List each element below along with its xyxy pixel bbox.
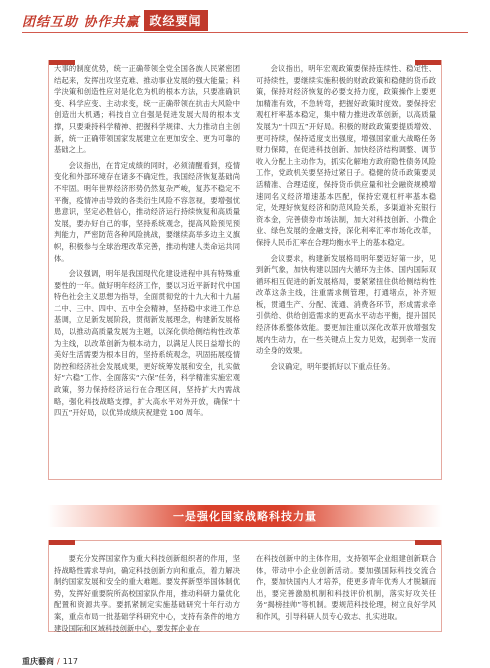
article-column-right xyxy=(256,63,436,376)
paragraph: 会议指出，在肯定成绩的同时，必须清醒看到，疫情变化和外部环境存在诸多不确定性，我国经济恢复基础尚不牢固。明年世界经济形势仍然复杂严峻，复苏不稳定不平衡，疫情冲击导致的各类衍生风险不容忽视，要增强忧患意识，坚定必胜信心，推动经济运行持续恢复和高质量发展，要办好自己的事，坚持系统观念，提高风险预见预判能力，严密防范各种风险挑战，要继续高举多边主义旗帜，积极参与全球治理改革完善，推动构建人类命运共同体。 xyxy=(54,160,240,263)
paragraph: 会议确定，明年要抓好以下重点任务。 xyxy=(270,361,395,371)
section-heading: 一是强化国家战略科技力量 xyxy=(173,510,317,523)
bottom-column-right xyxy=(256,553,436,627)
section-heading-banner xyxy=(48,505,442,527)
article-column-left xyxy=(54,63,240,423)
section-badge: 政经要闻 xyxy=(144,10,208,31)
publication-name: 重庆藝商 xyxy=(22,657,54,666)
slogan: 团结互助 协作共赢 xyxy=(22,14,140,30)
header-rule xyxy=(22,32,468,33)
frame-corner-right xyxy=(415,540,441,545)
paragraph: 会议强调，明年是我国现代化建设进程中具有特殊重要性的一年。做好明年经济工作，要以习近平新时代中国特色社会主义思想为指导，全面贯彻党的十九大和十九届二中、三中、四中、五中全会精神，坚持稳中求进工作总基调，立足新发展阶段，贯彻新发展理念，构建新发展格局，以推动高质量发展为主题，以深化供给侧结构性改革为主线，以改革创新为根本动力，以满足人民日益增长的美好生活需要为根本目的，坚持系统观念，巩固拓展疫情防控和经济社会发展成果，更好统筹发展和安全，扎实做好“六稳”工作、全面落实“六保”任务，科学精准实施宏观政策，努力保持经济运行在合理区间，坚持扩大内需战略，强化科技战略支撑，扩大高水平对外开放，确保“十四五”开好局，以优异成绩庆祝建党 100 周年。 xyxy=(54,269,240,418)
page-footer xyxy=(22,656,78,667)
footer-divider: / xyxy=(57,657,60,666)
paragraph: 会议指出，明年宏观政策要保持连续性、稳定性、可持续性，要继续实施积极的财政政策和稳健的货币政策，保持对经济恢复的必要支持力度，政策操作上要更加精准有效，不急转弯，把握好政策时度效。要保持宏观杠杆率基本稳定，集中精力推进改革创新，以高质量发展为“十四五”开好局。积极的财政政策要提质增效、更可持续，保持适度支出强度，增强国家重大战略任务财力保障，在促进科技创新、加快经济结构调整、调节收入分配上主动作为，抓实化解地方政府隐性债务风险工作，党政机关要坚持过紧日子。稳健的货币政策要灵活精准、合理适度，保持货币供应量和社会融资规模增速同名义经济增速基本匹配，保持宏观杠杆率基本稳定，处理好恢复经济和防范风险关系，多渠道补充银行资本金，完善债券市场法制，加大对科技创新、小微企业、绿色发展的金融支持，深化利率汇率市场化改革，保持人民币汇率在合理均衡水平上的基本稳定。 xyxy=(256,64,436,247)
paragraph: 大事的制度优势，统一正确带领全党全国各族人民紧密团结起来，发挥出攻坚克难、推动事业发展的强大能量；科学決策和创造性应对是化危为机的根本方法，只要准确识变、科学应变、主动求变，统一正确带领在抗击大风险中创造出大机遇；科技自立自强是促进发展大局的根本支撑，只要秉持科学精神、把握科学规律、大力推动自主创新，统一正确带领国家发展建立在更加安全、更为可靠的基础之上。 xyxy=(54,64,240,155)
paragraph: 在科技创新中的主体作用，支持领军企业组建创新联合体，带动中小企业创新活动。要加强国际科技交流合作，要加快国内人才培养，使更多青年优秀人才脱颖而出，要完善激励机制和科技评价机制，落实好攻关任务“揭榜挂帅”等机制。要规范科技伦理，树立良好学风和作风，引导科研人员专心致志、扎实进取。 xyxy=(256,554,436,621)
paragraph: 会议要求，构建新发展格局明年要迈好第一步，见到新气象，加快构建以国内大循环为主体、国内国际双循环相互促进的新发展格局，要紧紧扭住供给侧结构性改革这条主线，注重需求侧管理，打通堵点，补齐短板，贯通生产、分配、流通、消费各环节，形成需求牵引供给、供给创造需求的更高水平动态平衡，提升国民经济体系整体效能。要更加注重以深化改革开放增强发展内生动力，在一些关键点上发力见效，起到牵一发而动全身的效果。 xyxy=(256,253,436,356)
frame-corner-left xyxy=(49,540,75,545)
bottom-column-left xyxy=(54,553,240,638)
page-number: 117 xyxy=(62,657,78,666)
page-header xyxy=(22,10,208,30)
paragraph: 要充分发挥国家作为重大科技创新组织者的作用，坚持战略性需求导向，确定科技创新方向和重点，着力解决制约国家发展和安全的重大难题。要发挥新型举国体制优势，发挥好重要院所高校国家队作用，推动科研力量优化配置和资源共享。要抓紧制定实施基础研究十年行动方案，重点布局一批基础学科研究中心，支持有条件的地方建设国际和区域科技创新中心，要发挥企业在 xyxy=(54,554,240,633)
